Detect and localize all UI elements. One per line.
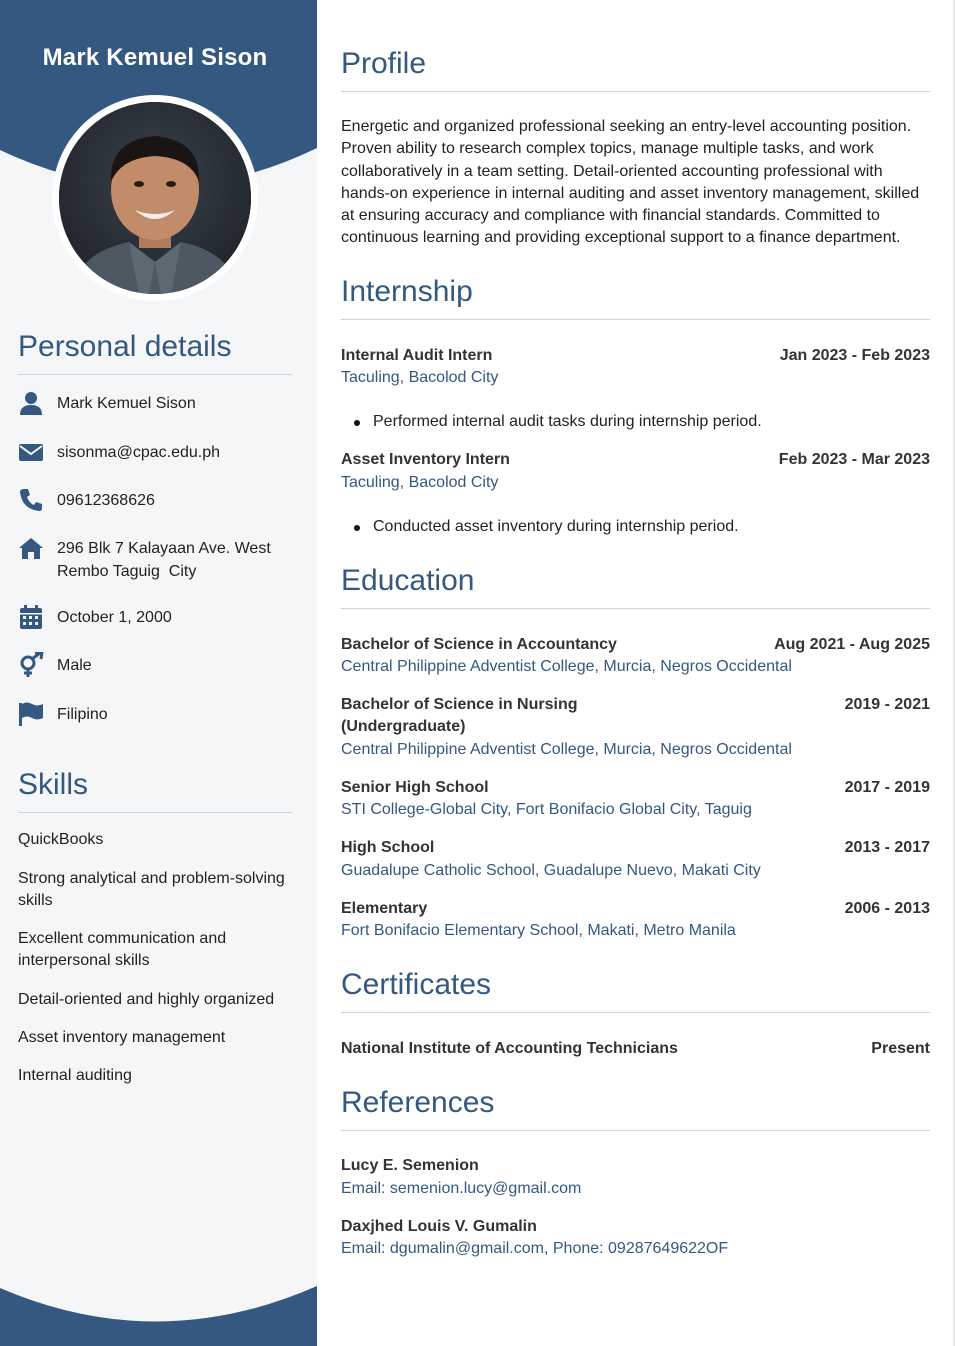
education-date: 2017 - 2019	[844, 779, 930, 796]
profile-summary: Energetic and organized professional seeking an entry-level accounting position. Proven ability to research complex topics, manage multiple tasks, and work collaboratively in a team setting. Detail-oriented accounting professional with hands-on experience in internal auditing and asset inventory management, skilled at ensuring accuracy and compliance with financial standards. Committed to continuous learning and providing exceptional support to a finance department.	[341, 118, 920, 247]
certificate-entry	[341, 1038, 930, 1060]
education-date: 2019 - 2021	[844, 696, 930, 713]
certificates-heading: Certificates	[341, 968, 930, 1013]
internship-entry-header	[341, 345, 930, 367]
internship-bullet: Performed internal audit tasks during internship period.	[373, 411, 762, 433]
personal-details-section	[18, 330, 292, 723]
education-school: Central Philippine Adventist College, Murcia, Negros Occidental	[341, 658, 792, 675]
education-school: Guadalupe Catholic School, Guadalupe Nuevo, Makati City	[341, 862, 761, 879]
internship-title: Asset Inventory Intern	[341, 451, 510, 468]
internship-org: Taculing, Bacolod City	[341, 369, 499, 386]
skills-section	[18, 768, 292, 1084]
education-school: Central Philippine Adventist College, Murcia, Negros Occidental	[341, 741, 792, 758]
sidebar-footer-background	[0, 1286, 317, 1346]
home-icon	[18, 535, 44, 561]
gender-icon	[18, 652, 44, 678]
skill-item: QuickBooks	[18, 831, 104, 848]
detail-gender: Male	[18, 654, 292, 678]
phone-icon	[18, 487, 44, 513]
detail-nationality: Filipino	[18, 703, 292, 727]
reference-contact: Email: dgumalin@gmail.com, Phone: 09287649622OF	[341, 1240, 729, 1257]
internship-title: Internal Audit Intern	[341, 347, 493, 364]
skill-item: Excellent communication and interpersonal skills	[18, 930, 227, 969]
education-entry-header	[341, 634, 930, 656]
education-degree: Bachelor of Science in Accountancy	[341, 636, 617, 653]
user-icon	[18, 390, 44, 416]
education-degree: Bachelor of Science in Nursing (Undergraduate)	[341, 696, 578, 735]
education-date: 2006 - 2013	[844, 900, 930, 917]
education-school: STI College-Global City, Fort Bonifacio Global City, Taguig	[341, 801, 752, 818]
reference-contact: Email: semenion.lucy@gmail.com	[341, 1180, 582, 1197]
reference-name: Lucy E. Semenion	[341, 1157, 479, 1174]
education-entry-header	[341, 837, 930, 859]
sidebar	[0, 0, 317, 1346]
skill-item: Internal auditing	[18, 1067, 132, 1084]
internship-heading: Internship	[341, 275, 930, 320]
detail-email: sisonma@cpac.edu.ph	[18, 441, 292, 465]
envelope-icon	[18, 439, 44, 465]
education-date: 2013 - 2017	[844, 839, 930, 856]
references-heading: References	[341, 1086, 930, 1131]
internship-date: Jan 2023 - Feb 2023	[779, 347, 930, 364]
detail-address: 296 Blk 7 Kalayaan Ave. West Rembo Taguig City	[18, 537, 292, 583]
internship-org: Taculing, Bacolod City	[341, 474, 499, 491]
profile-photo	[59, 102, 251, 294]
skill-item: Detail-oriented and highly organized	[18, 991, 275, 1008]
internship-date: Feb 2023 - Mar 2023	[778, 451, 930, 468]
education-degree: High School	[341, 839, 435, 856]
profile-photo-frame	[52, 95, 258, 301]
education-entry-header	[341, 898, 930, 920]
detail-birthdate: October 1, 2000	[18, 606, 292, 630]
personal-details-heading: Personal details	[18, 330, 292, 375]
education-date: Aug 2021 - Aug 2025	[774, 636, 930, 653]
certificate-date: Present	[871, 1040, 930, 1057]
reference-name: Daxjhed Louis V. Gumalin	[341, 1218, 537, 1235]
profile-heading: Profile	[341, 47, 930, 92]
education-entry-header	[341, 694, 930, 738]
flag-icon	[18, 701, 44, 727]
skill-item: Asset inventory management	[18, 1029, 226, 1046]
internship-entry-header	[341, 449, 930, 471]
skill-item: Strong analytical and problem-solving skills	[18, 870, 285, 909]
detail-phone: 09612368626	[18, 489, 292, 513]
education-heading: Education	[341, 564, 930, 609]
education-entry-header	[341, 777, 930, 799]
skills-heading: Skills	[18, 768, 292, 813]
candidate-name: Mark Kemuel Sison	[42, 44, 268, 71]
education-degree: Senior High School	[341, 779, 489, 796]
education-school: Fort Bonifacio Elementary School, Makati, Metro Manila	[341, 922, 736, 939]
internship-bullet: Conducted asset inventory during internship period.	[373, 516, 739, 538]
detail-name: Mark Kemuel Sison	[18, 392, 292, 416]
certificate-title: National Institute of Accounting Technicians	[341, 1040, 678, 1057]
calendar-icon	[18, 604, 44, 630]
education-degree: Elementary	[341, 900, 428, 917]
